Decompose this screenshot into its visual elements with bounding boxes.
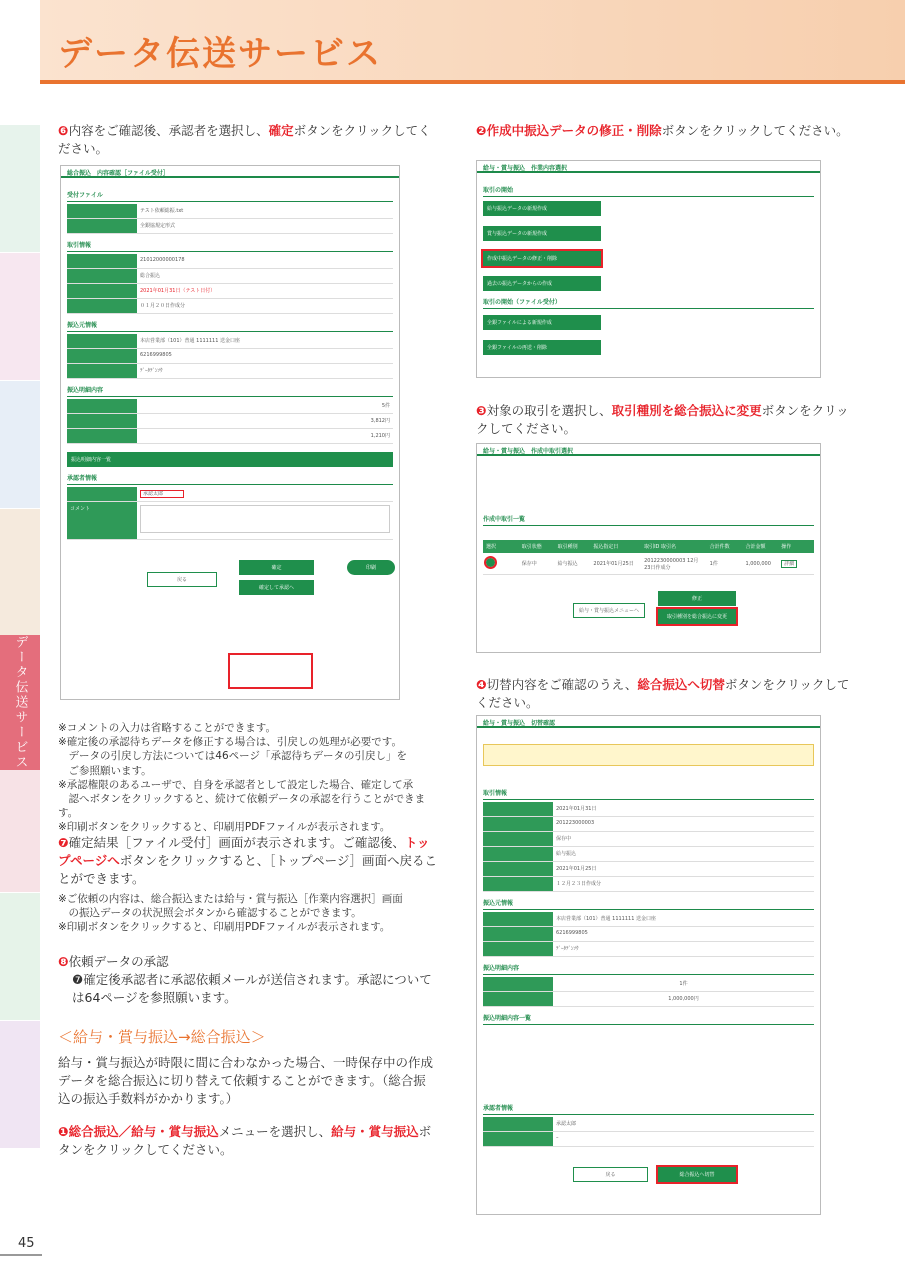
step-number: ❸ [476, 403, 487, 418]
screen-title: 給与・賞与振込 作成中取引選択 [477, 444, 820, 456]
table-row [67, 204, 393, 219]
step-highlight: 総合振込／給与・賞与振込 [68, 1124, 219, 1139]
highlight-box [228, 653, 313, 689]
section-heading: 取引情報 [483, 786, 814, 800]
note: の振込データの状況照会ボタンから確認することができます。 [58, 907, 362, 920]
account: 本店営業部（101）普通 1111111 送金口座 [140, 338, 240, 344]
notes2 [58, 892, 443, 935]
menu-file-resend-button[interactable]: 全銀ファイルの再送・削除 [483, 340, 601, 355]
step-number: ❶ [58, 1124, 69, 1139]
client-name: ﾃﾞｰﾀﾃﾞﾝｿｳ [140, 368, 163, 374]
screenshot-menu [476, 160, 821, 378]
deal-date: 2021年01月31日（テスト日付） [140, 288, 216, 294]
section-tab [0, 253, 40, 381]
detail-list-toggle[interactable]: 振込明細内容一覧 [67, 452, 393, 467]
step-text: ボタンをクリックしてください。 [58, 123, 431, 157]
section-heading: 振込元情報 [67, 318, 393, 332]
table-row [67, 219, 393, 234]
table-row [67, 364, 393, 379]
back-button[interactable]: 戻る [147, 572, 217, 587]
menu-new-bonus-button[interactable]: 賞与振込データの新規作成 [483, 226, 601, 241]
count: 1件 [679, 981, 688, 987]
step-text: メニューを選択し、 [218, 1124, 332, 1139]
section-heading: 振込明細内容 [483, 961, 814, 975]
table-row [483, 847, 814, 862]
table-row[interactable] [483, 553, 814, 575]
menu-edit-draft-button[interactable]: 作成中振込データの修正・削除 [483, 251, 601, 266]
note: ご参照願います。 [58, 764, 152, 777]
section-heading: 取引の開始 [483, 183, 814, 197]
table-row [483, 862, 814, 877]
step3-text [476, 402, 861, 438]
table-row [67, 487, 393, 502]
cell: 給与振込 [556, 851, 577, 857]
step-highlight: 給与・賞与振込 [331, 1124, 419, 1139]
table-row [67, 429, 393, 444]
step-number: ❼ [58, 835, 69, 850]
client-code: 6216999805 [140, 352, 172, 358]
table-row [67, 349, 393, 364]
step-highlight: トップページへ [58, 835, 430, 869]
total: 3,812円 [370, 418, 390, 424]
print-button[interactable]: 印刷 [347, 560, 395, 575]
table-row [483, 942, 814, 957]
table-row [483, 802, 814, 817]
header-underline [40, 80, 905, 84]
section-heading: 承認者情報 [483, 1101, 814, 1115]
cell: １２月２３日作成分 [556, 881, 602, 887]
note: 認へボタンをクリックすると、続けて依頼データの承認を行うことができます。 [58, 792, 426, 820]
step-text: ボタンをクリックすると、［トップページ］画面へ戻ることができます。 [58, 853, 438, 887]
table-row [483, 817, 814, 832]
section-heading: 受付ファイル [67, 188, 393, 202]
screenshot-draft-list [476, 443, 821, 653]
detail-table [483, 1027, 814, 1097]
step-text: 確定結果［ファイル受付］画面が表示されます。ご確認後、 [68, 835, 405, 850]
side-section-label: データ伝送サービス [0, 635, 40, 770]
confirm-button[interactable]: 確定 [239, 560, 314, 575]
section-heading: 振込明細内容一覧 [483, 1011, 814, 1025]
file-format: 全銀協規定形式 [140, 223, 176, 229]
step-number: ❹ [476, 677, 487, 692]
cell: 給与振込 [557, 561, 578, 567]
alert-box [483, 744, 814, 766]
step-highlight: 総合振込へ切替 [637, 677, 725, 692]
file-name: テスト依頼総振.txt [140, 208, 184, 214]
step-title: 依頼データの承認 [68, 954, 169, 969]
note: ※ご依頼の内容は、総合振込または給与・賞与振込［作業内容選択］画面 [58, 893, 403, 905]
step-number: ❽ [58, 954, 69, 969]
table-row [483, 977, 814, 992]
step1-text [58, 1123, 438, 1159]
section-tab [0, 765, 40, 893]
step-highlight: 作成中振込データの修正・削除 [486, 123, 662, 138]
table-row [67, 299, 393, 314]
column-header: 取引ID 取引名 [644, 544, 676, 550]
step-body: ❼確定後承認者に承認依頼メールが送信されます。承認については64ページを参照願います。 [72, 972, 432, 1006]
column-header: 合計金額 [745, 544, 766, 550]
cell: 2021年01月25日 [556, 866, 597, 872]
column-header: 合計件数 [709, 544, 730, 550]
change-type-button[interactable]: 取引種別を総合振込に変更 [658, 609, 736, 624]
section-tab [0, 125, 40, 253]
screenshot-confirm [60, 165, 400, 700]
switch-to-general-button[interactable]: 総合振込へ切替 [658, 1167, 736, 1182]
deal-name: ０１月２０日作成分 [140, 303, 186, 309]
table-row [67, 254, 393, 269]
cell: 201223000003 [556, 820, 595, 826]
note: ※コメントの入力は省略することができます。 [58, 722, 276, 734]
approver-select[interactable]: 承認太郎 [140, 490, 184, 498]
step-text: ボタンをクリックしてください。 [476, 403, 849, 437]
screenshot-switch-confirm [476, 715, 821, 1215]
column-header: 操作 [781, 544, 792, 550]
detail-button[interactable]: 詳細 [781, 560, 797, 568]
step-text: 対象の取引を選択し、 [486, 403, 612, 418]
total: 1,000,000円 [668, 996, 699, 1002]
cell: 保存中 [556, 836, 572, 842]
cell: 2021年01月31日 [556, 806, 597, 812]
table-row [67, 399, 393, 414]
section-heading: 取引の開始（ファイル受付） [483, 295, 814, 309]
fee: 1,210円 [370, 433, 390, 439]
edit-button[interactable]: 修正 [658, 591, 736, 606]
step-number: ❻ [58, 123, 69, 138]
note: ※印刷ボタンをクリックすると、印刷用PDFファイルが表示されます。 [58, 821, 391, 834]
note: データの引戻し方法については46ページ「承認待ちデータの引戻し」を [58, 750, 407, 763]
step6-text [58, 122, 443, 158]
table-row [483, 832, 814, 847]
notes [58, 721, 443, 834]
menu-new-salary-button[interactable]: 給与振込データの新規作成 [483, 201, 601, 216]
select-radio[interactable] [486, 558, 495, 567]
step-highlight: 取引種別を総合振込に変更 [611, 403, 762, 418]
step8-text [58, 953, 438, 1007]
note: ※確定後の承認待ちデータを修正する場合は、引戻しの処理が必要です。 [58, 736, 402, 749]
approver: 承認太郎 [556, 1121, 577, 1127]
account: 本店営業部（101）普通 1111111 送金口座 [556, 916, 656, 922]
step-text: ボタンをクリックしてください。 [476, 677, 850, 711]
note: ※承認権限のあるユーザで、自身を承認者として設定した場合、確定して承 [58, 778, 414, 791]
intro-paragraph: 給与・賞与振込が時限に間に合わなかった場合、一時保存中の作成データを総合振込に切り替えて依頼することができます。（総合振込の振込手数料がかかります。） [58, 1055, 434, 1107]
table-header [483, 540, 814, 553]
cell: 1,000,000 [745, 560, 771, 567]
table-row [67, 269, 393, 284]
cell: 2021年01月25日 [593, 561, 634, 567]
note: ※印刷ボタンをクリックすると、印刷用PDFファイルが表示されます。 [58, 921, 391, 934]
step-text: ボタンをクリックしてください。 [661, 123, 849, 138]
table-row [67, 414, 393, 429]
cell: 2012230000003 12月23日作成分 [644, 557, 699, 571]
back-to-menu-button[interactable]: 給与・賞与振込メニューへ [573, 603, 645, 618]
subsection-title: ＜給与・賞与振込→総合振込＞ [58, 1028, 266, 1046]
step7-text [58, 834, 438, 888]
table-row [67, 334, 393, 349]
step4-text [476, 676, 861, 712]
comment-label: コメント [67, 502, 137, 539]
page-title: データ伝送サービス [58, 34, 382, 74]
column-header: 取引状態 [521, 544, 542, 550]
table-row [483, 877, 814, 892]
confirm-approve-button[interactable]: 確定して承認へ [239, 580, 314, 595]
section-heading: 取引情報 [67, 238, 393, 252]
section-heading: 振込元情報 [483, 896, 814, 910]
menu-from-past-button[interactable]: 過去の振込データからの作成 [483, 276, 601, 291]
page-number: 45 [18, 1236, 35, 1251]
section-heading: 作成中取引一覧 [483, 512, 814, 526]
step-text: 切替内容をご確認のうえ、 [486, 677, 638, 692]
screen-title: 給与・賞与振込 作業内容選択 [477, 161, 820, 173]
column-header: 取引種別 [557, 544, 578, 550]
screen-title: 給与・賞与振込 切替確認 [477, 716, 820, 728]
step-highlight: 確定 [268, 123, 294, 138]
client-name: ﾃﾞｰﾀﾃﾞﾝｿｳ [556, 946, 579, 952]
comment-input[interactable] [140, 505, 390, 533]
column-header: 選択 [486, 544, 497, 550]
step-text: ボタンをクリックしてください。 [58, 1124, 432, 1158]
count: 5件 [381, 403, 390, 409]
cell: 保存中 [521, 561, 537, 567]
section-tab [0, 509, 40, 637]
deal-id: 21012000000178 [140, 257, 185, 263]
table-row [483, 927, 814, 942]
section-tab [0, 893, 40, 1021]
section-tab [0, 1021, 40, 1149]
column-header: 振込指定日 [593, 544, 619, 550]
table-row [483, 992, 814, 1007]
menu-file-new-button[interactable]: 全銀ファイルによる新規作成 [483, 315, 601, 330]
table-row [483, 1117, 814, 1132]
screen-title: 総合振込 内容確認［ファイル受付］ [61, 166, 399, 178]
step2-text [476, 122, 861, 140]
section-heading: 承認者情報 [67, 471, 393, 485]
deal-type: 総合振込 [140, 273, 161, 279]
section-tab [0, 381, 40, 509]
back-button[interactable]: 戻る [573, 1167, 648, 1182]
table-row: – [483, 1132, 814, 1147]
client-code: 6216999805 [556, 930, 588, 936]
step-text: 内容をご確認後、承認者を選択し、 [68, 123, 269, 138]
section-heading: 振込明細内容 [67, 383, 393, 397]
cell: 1件 [709, 561, 718, 567]
table-row [483, 912, 814, 927]
table-row [67, 502, 393, 540]
step-number: ❷ [476, 123, 487, 138]
table-row [67, 284, 393, 299]
page-number-rule [0, 1254, 42, 1256]
